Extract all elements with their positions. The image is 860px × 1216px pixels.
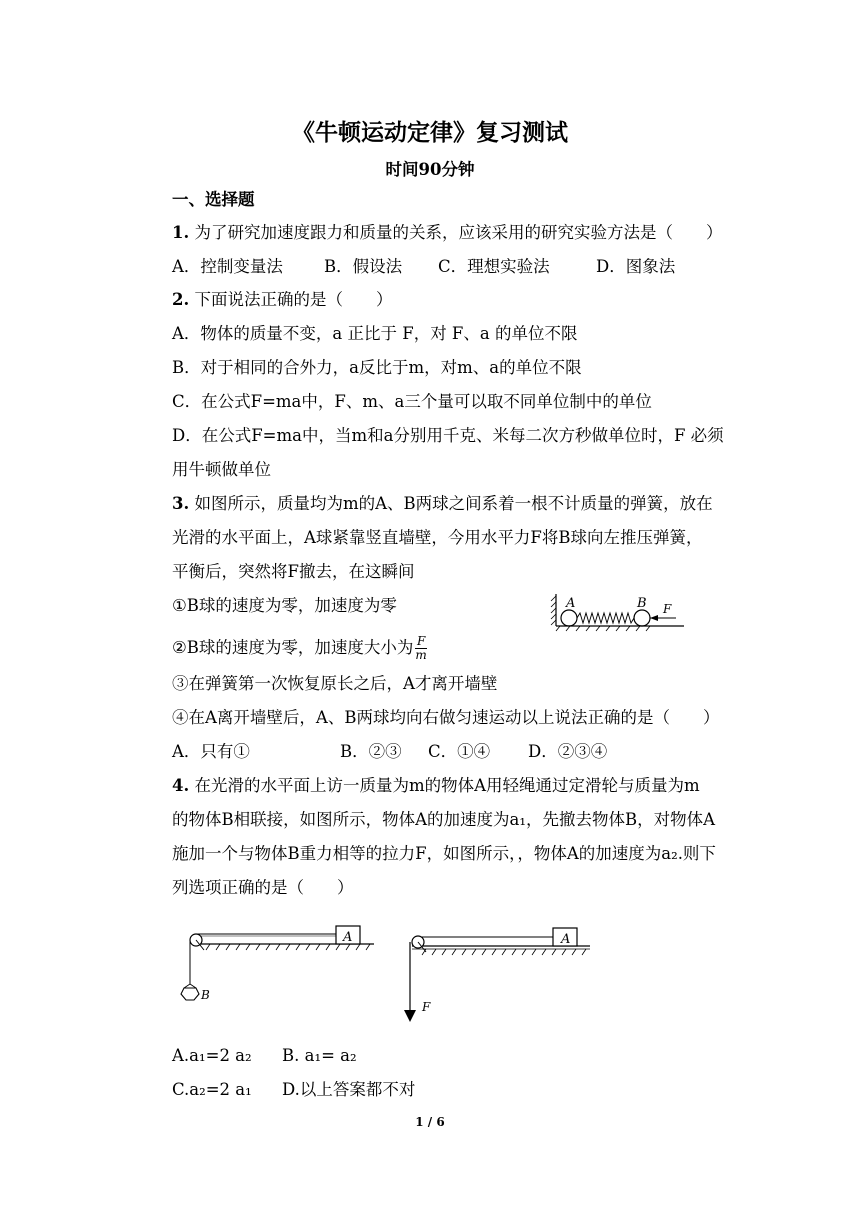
question-4-stem-2: 的物体B相联接，如图所示，物体A的加速度为a₁，先撤去物体B，对物体A [172,810,716,829]
question-3-stem-3: 平衡后，突然将F撤去，在这瞬间 [172,562,415,581]
question-4-options-row-2 [172,1079,416,1101]
pulley-force-figure [398,922,594,1026]
option-a: A．只有① [172,742,250,761]
question-2-option-d-continued: 用牛顿做单位 [172,460,271,479]
page-number: 1 / 6 [415,1115,445,1129]
page-subtitle: 时间90分钟 [385,160,475,179]
question-1-stem [172,222,722,244]
question-4-stem-3: 施加一个与物体B重力相等的拉力F，如图所示，，物体A的加速度为a₂.则下 [172,844,716,863]
label-a: A [566,596,576,611]
question-3-options [172,741,608,763]
ball-a [561,610,577,626]
floor-hatching [556,626,650,631]
question-2-stem [172,289,392,311]
ball-b [634,610,650,626]
question-number: 4. [172,776,190,795]
option-c: C．①④ [428,742,491,761]
question-text: 在光滑的水平面上访一质量为m的物体A用轻绳通过定滑轮与质量为m [194,776,700,795]
label-a: A [343,930,353,945]
question-3-stem-2: 光滑的水平面上，A球紧靠竖直墙壁，今用水平力F将B球向左推压弹簧， [172,528,703,547]
question-2-option-c: C．在公式F=ma中，F、m、a三个量可以取不同单位制中的单位 [172,392,652,411]
option-c: C.a₂=2 a₁ [172,1080,252,1099]
question-text: 如图所示，质量均为m的A、B两球之间系着一根不计质量的弹簧，放在 [194,494,713,513]
weight-hook-left [184,984,190,988]
label-b: B [201,988,210,1002]
label-f: F [663,602,672,616]
table-hatching [422,949,586,955]
statement-2 [172,635,427,662]
question-text: 为了研究加速度跟力和质量的关系，应该采用的研究实验方法是（ ） [194,223,723,242]
option-a: A．控制变量法 [172,257,283,276]
option-d: D．②③④ [528,742,608,761]
label-b: B [637,596,647,611]
question-3-stem [172,493,713,515]
question-2-option-a: A．物体的质量不变，a 正比于 F，对 F、a 的单位不限 [172,324,578,343]
question-1-options [172,256,676,278]
force-arrowhead [404,1010,416,1022]
question-2-option-b: B．对于相同的合外力，a反比于m，对m、a的单位不限 [172,358,582,377]
label-f: F [422,1000,431,1014]
question-2-option-d: D．在公式F=ma中，当m和a分别用千克、米每二次方秒做单位时，F 必须 [172,426,724,445]
page-title: 《牛顿运动定律》复习测试 [292,119,568,146]
question-4-stem [172,775,700,797]
question-number: 3. [172,494,190,513]
statement-2-text: ②B球的速度为零，加速度大小为 [172,638,414,657]
fraction-f-over-m [415,635,426,662]
option-a: A.a₁=2 a₂ [172,1046,252,1065]
weight-b [181,988,199,1000]
option-b: B. a₁= a₂ [282,1046,357,1065]
spring-balls-figure [548,590,688,632]
wall-hatching [551,596,556,625]
option-d: D.以上答案都不对 [282,1080,416,1099]
question-number: 1. [172,223,190,242]
statement-1: ①B球的速度为零，加速度为零 [172,596,397,615]
pulley-hanging-weight-figure [176,922,380,1010]
force-arrowhead [650,615,658,621]
option-d: D．图象法 [596,257,676,276]
fraction-numerator: F [416,634,426,648]
option-b: B．假设法 [324,257,403,276]
question-text: 下面说法正确的是（ ） [194,290,393,309]
option-b: B．②③ [340,742,402,761]
spring [577,613,634,623]
statement-3: ③在弹簧第一次恢复原长之后，A才离开墙壁 [172,674,498,693]
weight-hook-right [190,984,196,988]
question-4-stem-4: 列选项正确的是（ ） [172,878,354,897]
question-number: 2. [172,290,190,309]
fraction-denominator: m [415,648,427,662]
statement-4: ④在A离开墙壁后，A、B两球均向右做匀速运动以上说法正确的是（ ） [172,708,720,727]
section-heading: 一、选择题 [172,190,255,209]
option-c: C．理想实验法 [438,257,550,276]
label-a: A [561,932,571,947]
question-4-options-row-1 [172,1045,357,1067]
